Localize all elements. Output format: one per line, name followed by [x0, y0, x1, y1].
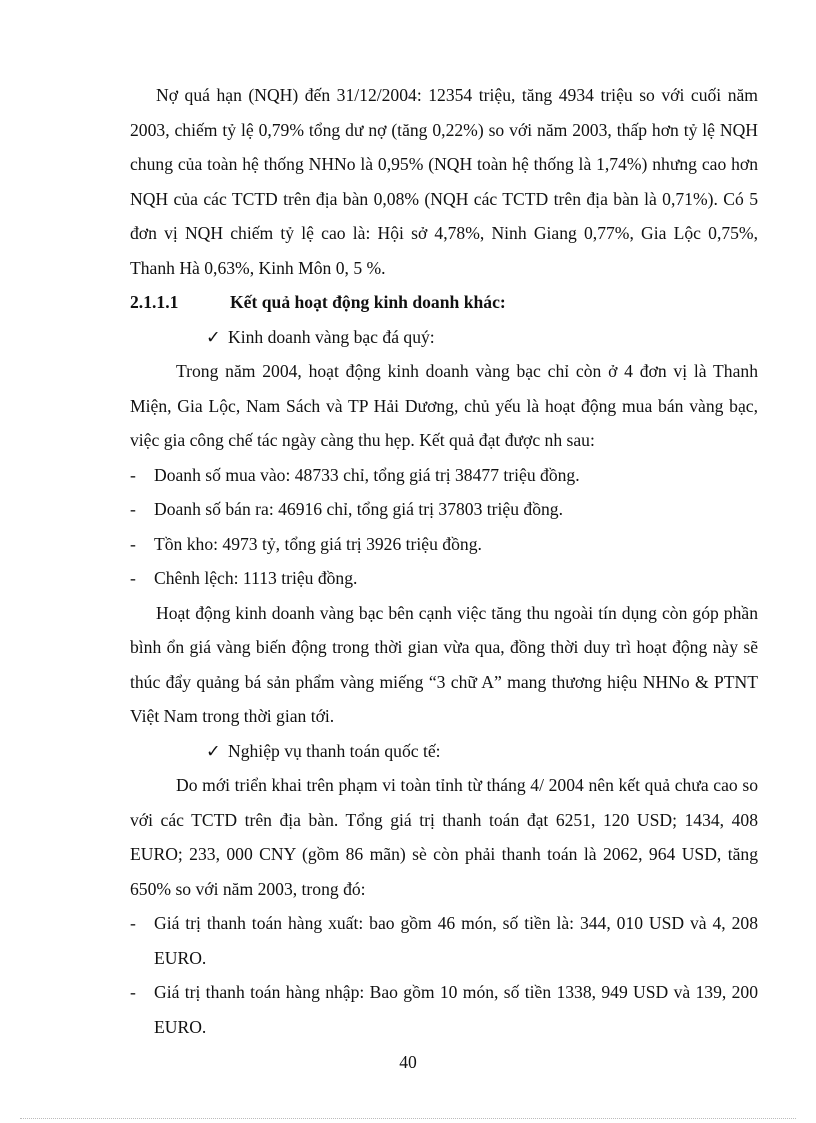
- gold-title-text: Kinh doanh vàng bạc đá quý:: [228, 326, 435, 347]
- section-heading: [130, 285, 758, 320]
- gold-section-title: [130, 320, 758, 355]
- list-item: - Chênh lệch: 1113 triệu đồng.: [130, 561, 758, 596]
- dash-bullet: -: [130, 533, 136, 554]
- page-content: [130, 78, 758, 1044]
- checkmark-icon: ✓: [206, 740, 221, 761]
- paragraph-npl: Nợ quá hạn (NQH) đến 31/12/2004: 12354 triệu, tăng 4934 triệu so với cuối năm 2003, chiếm tỷ lệ 0,79% tổng dư nợ (tăng 0,22%) so với năm 2003, thấp hơn tỷ lệ NQH chung của toàn hệ thống NHNo là 0,95% (NQH toàn hệ thống là 1,74%) nhưng cao hơn NQH của các TCTD trên địa bàn 0,08% (NQH các TCTD trên địa bàn là 0,71%). Có 5 đơn vị NQH chiếm tỷ lệ cao là: Hội sở 4,78%, Ninh Giang 0,77%, Gia Lộc 0,75%, Thanh Hà 0,63%, Kinh Môn 0, 5 %.: [130, 85, 758, 278]
- page-bottom-divider: [20, 1118, 796, 1119]
- payment-section-title: [130, 734, 758, 769]
- list-item: - Doanh số bán ra: 46916 chỉ, tổng giá trị 37803 triệu đồng.: [130, 492, 758, 527]
- payment-title-text: Nghiệp vụ thanh toán quốc tế:: [228, 740, 441, 761]
- section-title: Kết quả hoạt động kinh doanh khác:: [230, 292, 506, 312]
- dash-bullet: -: [130, 982, 136, 1002]
- section-number: 2.1.1.1: [130, 292, 179, 312]
- gold-conclusion-paragraph: Hoạt động kinh doanh vàng bạc bên cạnh việc tăng thu ngoài tín dụng còn góp phần bình ổn giá vàng biến động trong thời gian vừa qua, đồng thời duy trì hoạt động này sẽ thúc đẩy quảng bá sản phẩm vàng miếng “3 chữ A” mang thương hiệu NHNo & PTNT Việt Nam trong thời gian tới.: [130, 602, 758, 726]
- dash-bullet: -: [130, 499, 136, 519]
- list-item: - Giá trị thanh toán hàng xuất: bao gồm 46 món, số tiền là: 344, 010 USD và 4, 208 EURO.: [130, 906, 758, 975]
- list-item: - Giá trị thanh toán hàng nhập: Bao gồm 10 món, số tiền 1338, 949 USD và 139, 200 EURO.: [130, 975, 758, 1044]
- gold-intro-paragraph: Trong năm 2004, hoạt động kinh doanh vàng bạc chỉ còn ở 4 đơn vị là Thanh Miện, Gia Lộc, Nam Sách và TP Hải Dương, chủ yếu là hoạt động mua bán vàng bạc, việc gia công chế tác ngày càng thu hẹp. Kết quả đạt được nh sau:: [130, 361, 758, 450]
- dash-bullet: -: [130, 913, 136, 933]
- checkmark-icon: ✓: [206, 326, 221, 347]
- list-item: - Doanh số mua vào: 48733 chỉ, tổng giá trị 38477 triệu đồng.: [130, 458, 758, 493]
- page-number: 40: [399, 1052, 417, 1072]
- dash-bullet: -: [130, 464, 136, 485]
- payment-intro-paragraph: Do mới triển khai trên phạm vi toàn tỉnh từ tháng 4/ 2004 nên kết quả chưa cao so với các TCTD trên địa bàn. Tổng giá trị thanh toán đạt 6251, 120 USD; 1434, 408 EURO; 233, 000 CNY (gồm 86 mãn) sè còn phải thanh toán là 2062, 964 USD, tăng 650% so với năm 2003, trong đó:: [130, 775, 758, 899]
- dash-bullet: -: [130, 568, 136, 588]
- list-item: - Tồn kho: 4973 tỷ, tổng giá trị 3926 triệu đồng.: [130, 527, 758, 562]
